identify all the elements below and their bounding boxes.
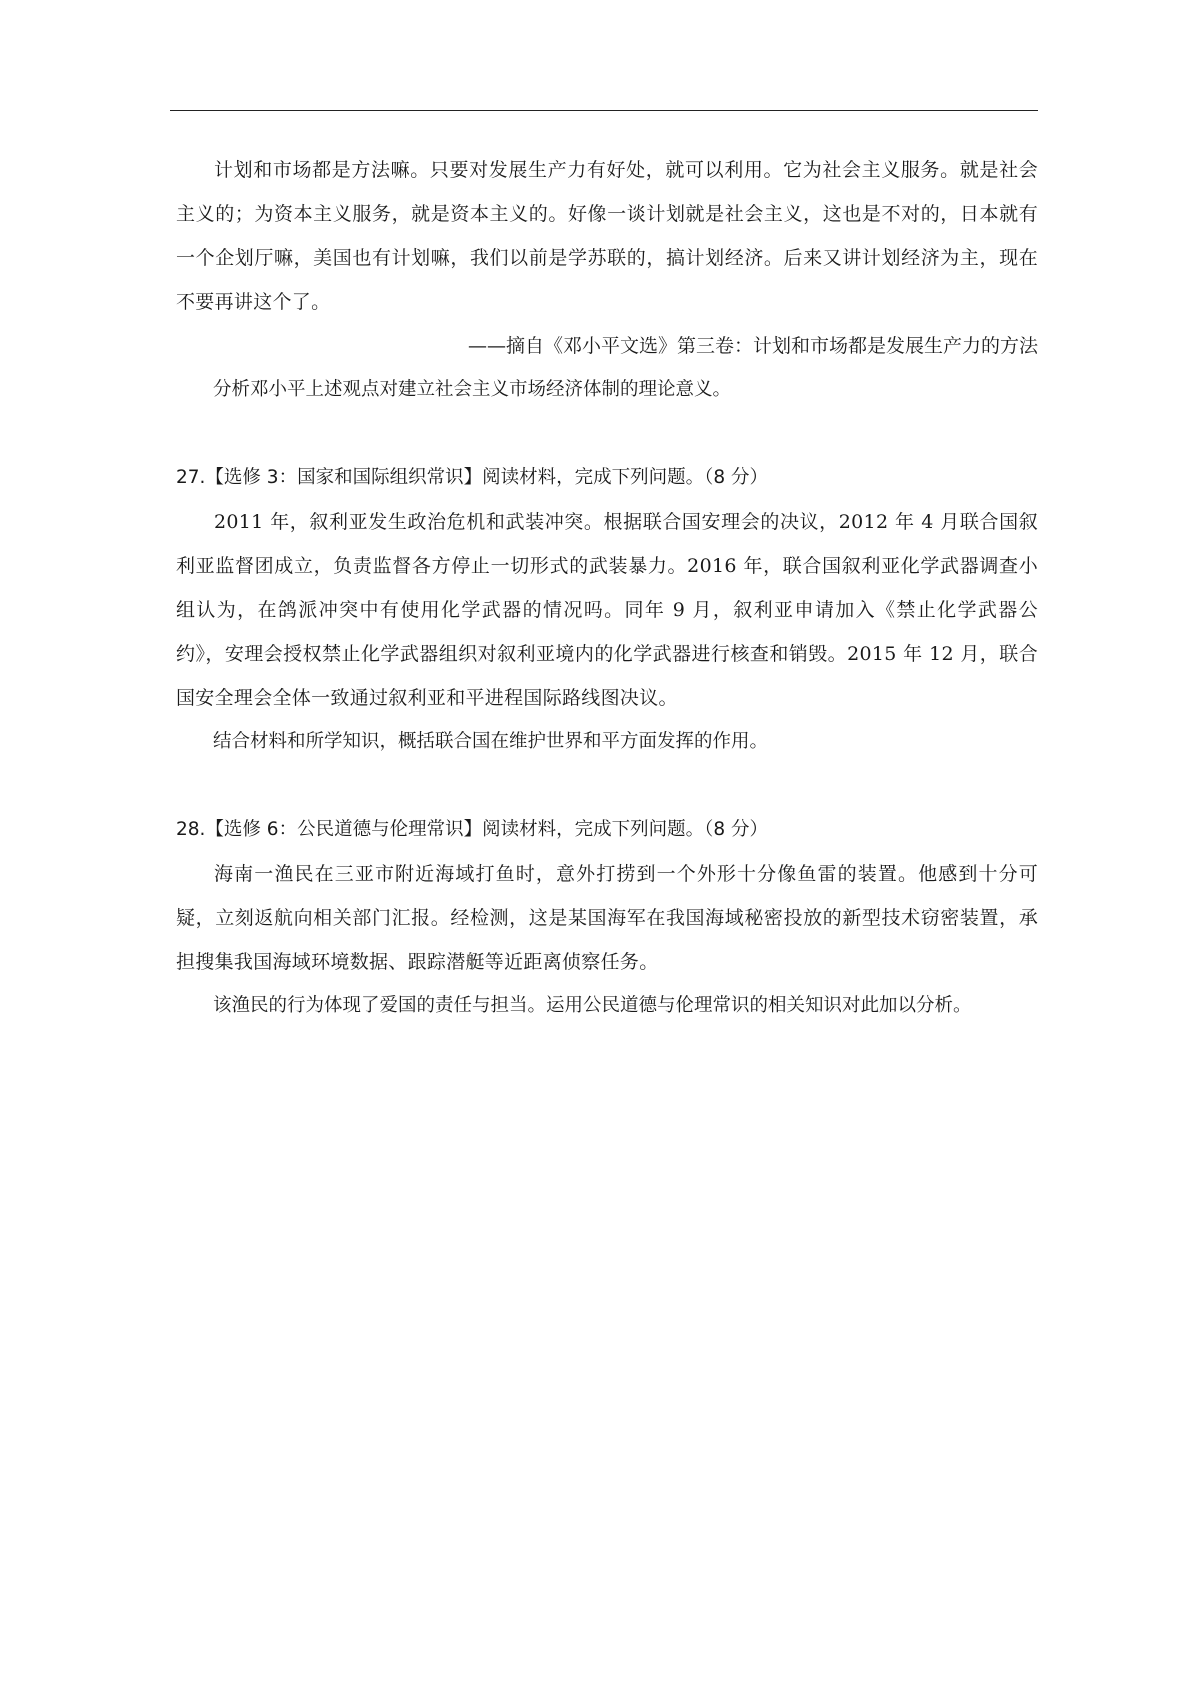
spacer — [176, 412, 1038, 456]
header-rule — [170, 110, 1038, 111]
excerpt-paragraph: 计划和市场都是方法嘛。只要对发展生产力有好处，就可以利用。它为社会主义服务。就是社会主义的；为资本主义服务，就是资本主义的。好像一谈计划就是社会主义，这也是不对的，日本就有一个企划厅嘛，美国也有计划嘛，我们以前是学苏联的，搞计划经济。后来又讲计划经济为主，现在不要再讲这个了。 — [176, 159, 1038, 313]
excerpt-prompt: 分析邓小平上述观点对建立社会主义市场经济体制的理论意义。 — [213, 379, 732, 400]
question-28-material: 海南一渔民在三亚市附近海域打鱼时，意外打捞到一个外形十分像鱼雷的装置。他感到十分可疑，立刻返航向相关部门汇报。经检测，这是某国海军在我国海域秘密投放的新型技术窃密装置，承担搜集我国海域环境数据、跟踪潜艇等近距离侦察任务。 — [176, 863, 1038, 973]
question-27-material: 2011 年，叙利亚发生政治危机和武装冲突。根据联合国安理会的决议，2012 年 4 月联合国叙利亚监督团成立，负责监督各方停止一切形式的武装暴力。2016 年，联合国叙利亚化学武器调查小组认为，在鸽派冲突中有使用化学武器的情况吗。同年 9 月，叙利亚申请加入《禁止化学武器公约》，安理会授权禁止化学武器组织对叙利亚境内的化学武器进行核查和销毁。2015 年 12 月，联合国安全理会全体一致通过叙利亚和平进程国际路线图决议。 — [176, 511, 1038, 709]
question-28-prompt: 该渔民的行为体现了爱国的责任与担当。运用公民道德与伦理常识的相关知识对此加以分析。 — [213, 995, 972, 1016]
document-body — [176, 148, 1038, 1028]
question-28-title: 28.【选修 6：公民道德与伦理常识】阅读材料，完成下列问题。（8 分） — [176, 819, 768, 840]
question-27-title: 27.【选修 3：国家和国际组织常识】阅读材料，完成下列问题。（8 分） — [176, 467, 768, 488]
spacer — [176, 764, 1038, 808]
excerpt-source: ——摘自《邓小平文选》第三卷：计划和市场都是发展生产力的方法 — [467, 335, 1038, 357]
question-27-prompt: 结合材料和所学知识，概括联合国在维护世界和平方面发挥的作用。 — [213, 731, 769, 752]
